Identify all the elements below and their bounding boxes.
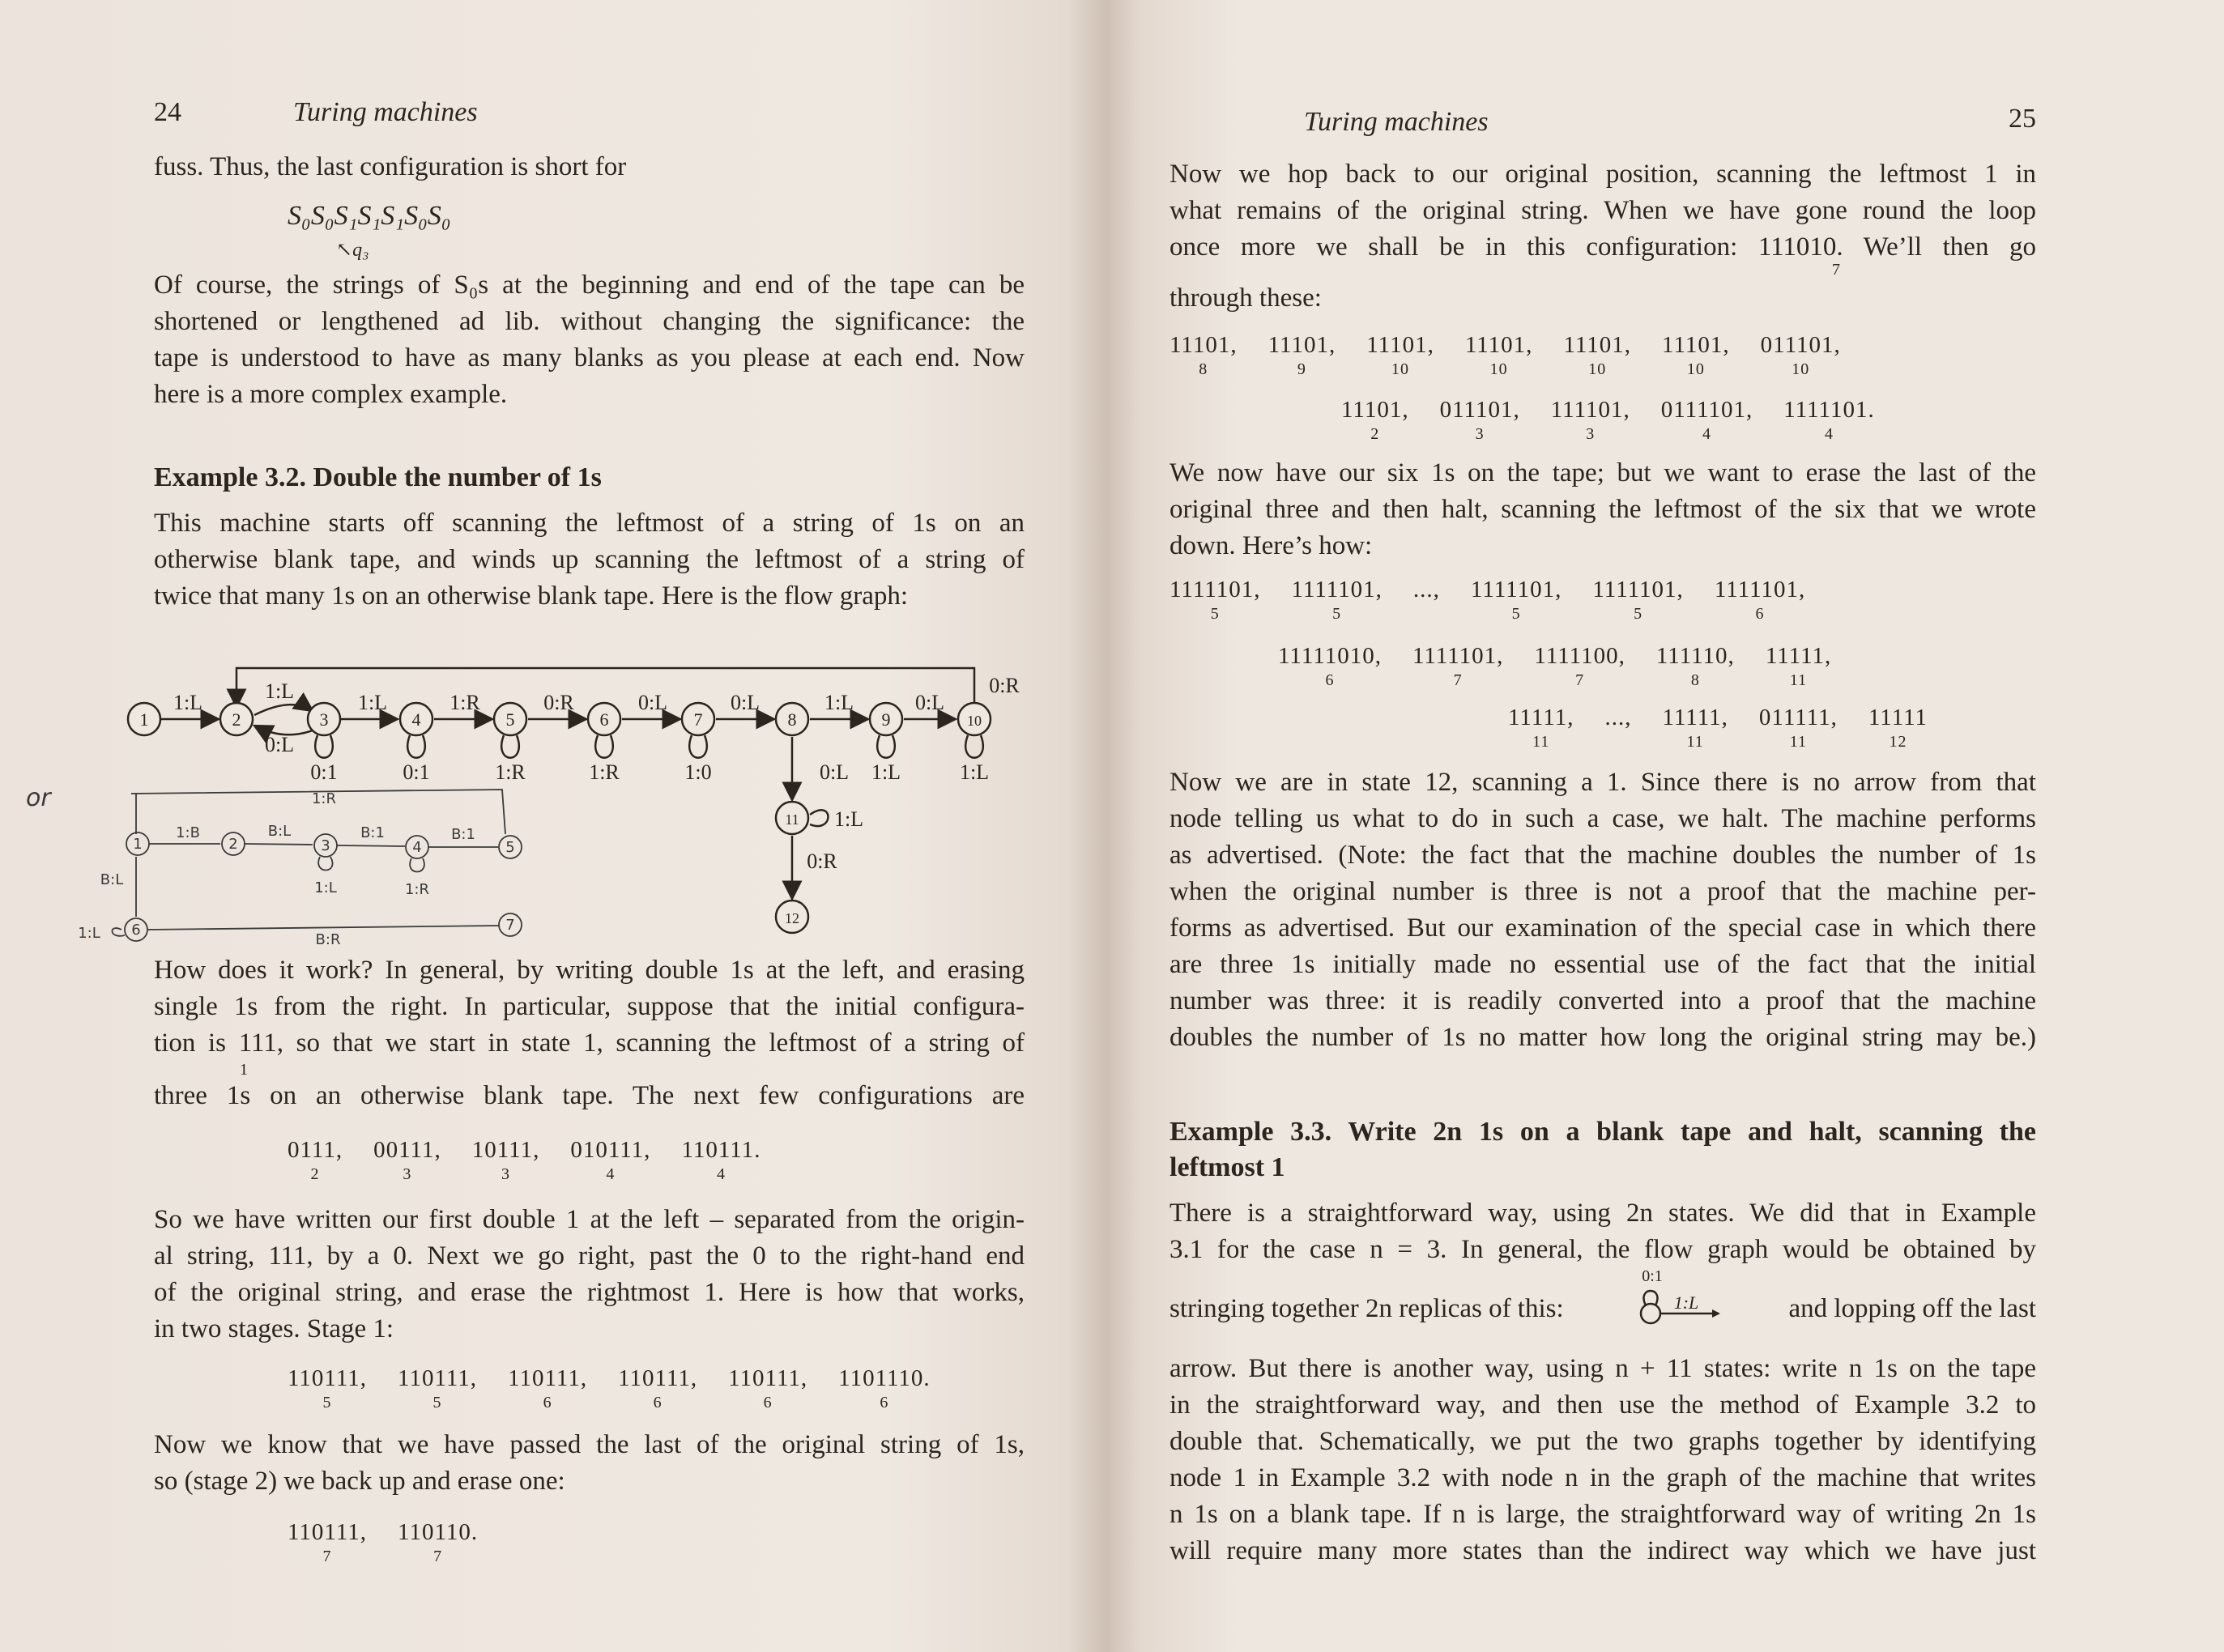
configuration: 110111, 6 (728, 1365, 808, 1411)
configs-row-2 (288, 1365, 961, 1411)
edge-label: 1:L (833, 807, 864, 831)
annotation-label: B:1 (360, 824, 385, 841)
configuration: 1111101, 5 (1291, 577, 1383, 623)
right-para5 (1170, 1351, 2036, 1569)
text-line: Now we are in state 12, scanning a 1. Since there is no arrow from that (1170, 768, 2036, 797)
text-line: in two stages. Stage 1: (154, 1314, 394, 1343)
node-label: 11 (785, 811, 799, 828)
loop-label: 1:0 (684, 760, 712, 784)
loop-label: 1:L (959, 760, 990, 784)
left-para4 (154, 1202, 1025, 1348)
annotation-node: 3 (321, 837, 330, 854)
text-line: node telling us what to do in such a case, we halt. The machine performs (1170, 804, 2036, 833)
text-line: So we have written our first double 1 at the left – separated from the origin- (154, 1205, 1025, 1234)
edge-label: 0:L (730, 691, 761, 714)
text-line: will require many more states than the indirect way which we have just (1170, 1536, 2036, 1565)
configs-row-6 (1170, 577, 1836, 623)
text-line: 3.1 for the case n = 3. In general, the flow graph would be obtained by (1170, 1235, 2036, 1264)
left-running-head: Turing machines (293, 97, 478, 127)
node-label: 5 (505, 709, 515, 730)
annotation-label: 1:R (404, 881, 430, 898)
text-line: n 1s on a blank tape. If n is large, the straightforward way of writing 2n 1s (1170, 1500, 2036, 1529)
configs-row-3 (288, 1519, 509, 1565)
loop-7 (689, 735, 707, 758)
configuration: 11101, 10 (1366, 332, 1434, 378)
configuration: 110111. 4 (681, 1137, 761, 1183)
right-page-number: 25 (2009, 104, 2036, 134)
annotation-node: 2 (228, 836, 238, 853)
configuration: 110110. 7 (398, 1519, 479, 1565)
text-line: tion is 111, so that we start in state 1, scanning the leftmost of a string of (154, 1028, 1025, 1058)
text-line: Of course, the strings of S₀s at the beginning and end of the tape can be (154, 270, 1025, 300)
loop-11 (810, 810, 829, 826)
annotation-label: 1:L (314, 879, 337, 896)
configuration: 00111, 3 (373, 1137, 441, 1183)
left-intro-line: fuss. Thus, the last configuration is short for (154, 152, 627, 181)
loop-3 (315, 735, 333, 758)
configuration: 11111, 11 (1508, 705, 1574, 751)
configuration: 110111, 7 (288, 1519, 368, 1565)
text-line: shortened or lengthened ad lib. without changing the significance: the (154, 307, 1025, 336)
text-line: here is a more complex example. (154, 380, 508, 409)
text-line: of the original string, and erase the rightmost 1. Here is how that works, (154, 1278, 1025, 1307)
heading-line: leftmost 1 (1170, 1152, 1285, 1182)
right-para2 (1170, 455, 2036, 564)
configuration: 011101, 10 (1760, 332, 1841, 378)
flow-graph (78, 656, 1037, 964)
annotation-label: B:L (100, 871, 124, 888)
replica-text-before: stringing together 2n replicas of this: (1170, 1294, 1564, 1323)
annotation-label: B:R (315, 931, 341, 948)
configuration: 1111101, 7 (1412, 643, 1504, 689)
configuration: 1111100, 7 (1534, 643, 1625, 689)
text-line: double that. Schematically, we put the two graphs together by identifying (1170, 1427, 2036, 1456)
edge-label: 1:L (357, 691, 388, 714)
loop-5 (501, 735, 519, 758)
text-line: forms as advertised. But our examination of the special case in which there (1170, 913, 2036, 943)
configuration: 111101, 3 (1550, 397, 1630, 443)
loop-6 (595, 735, 613, 758)
edge-label: 1:L (824, 691, 854, 714)
configuration: 11101, 2 (1341, 397, 1409, 443)
formula: S₀S₀S₁S₁S₁S₀S₀ (288, 201, 451, 231)
heading-line: Example 3.3. Write 2n 1s on a blank tape and halt, scanning the (1170, 1117, 2036, 1147)
node-label: 3 (319, 709, 329, 730)
handwritten-annotation (112, 790, 522, 941)
right-para1 (1170, 156, 2036, 317)
formula-state-arrow-icon: ↖ (336, 240, 353, 261)
text-line: are three 1s initially made no essential use of the fact that the initial (1170, 950, 2036, 979)
text-line: There is a straightforward way, using 2n states. We did that in Example (1170, 1199, 2036, 1228)
configuration: 1111101, 5 (1170, 577, 1261, 623)
node-label: 2 (232, 709, 241, 730)
configs-row-8 (1508, 705, 1958, 751)
text-line: arrow. But there is another way, using n + 11 states: write n 1s on the tape (1170, 1354, 2036, 1383)
node-label: 8 (787, 709, 797, 730)
configs-row-4 (1170, 332, 1872, 378)
configuration: 1111101. 4 (1783, 397, 1875, 443)
left-para3 (154, 952, 1025, 1114)
configuration: 110111, 5 (398, 1365, 478, 1411)
replica-arrow-label: 1:L (1673, 1292, 1699, 1313)
configuration: 110111, 5 (288, 1365, 368, 1411)
loop-label: 1:L (871, 760, 901, 784)
text-line: single 1s from the right. In particular, suppose that the initial configura- (154, 992, 1025, 1021)
edge-label: 0:R (543, 691, 574, 714)
example-3-3-heading (1170, 1114, 2036, 1186)
initial-state-subscript: 1 (240, 1061, 248, 1079)
text-line: down. Here’s how: (1170, 531, 1373, 560)
text-line: number was three: it is readily converted into a proof that the machine (1170, 986, 2036, 1015)
configuration: 11111 12 (1868, 705, 1928, 751)
configuration: 1101110. 6 (838, 1365, 931, 1411)
annotation-node: 1 (133, 836, 143, 853)
text-line: Now we know that we have passed the last of the original string of 1s, (154, 1430, 1025, 1459)
annotation-node: 4 (412, 839, 422, 856)
formula-state: ↖q₃ (336, 240, 369, 261)
text-line: otherwise blank tape, and winds up scanning the leftmost of a string of (154, 545, 1025, 574)
configuration: 11101, 9 (1268, 332, 1336, 378)
edge-label: 0:L (637, 691, 668, 714)
margin-note: or (26, 784, 51, 812)
configuration: 011111, 11 (1758, 705, 1838, 751)
node-label: 6 (599, 709, 609, 730)
text-line: doubles the number of 1s no matter how long the original string may be.) (1170, 1023, 2036, 1052)
configuration: 1111101, 6 (1714, 577, 1806, 623)
configuration: 1111101, 5 (1592, 577, 1684, 623)
text-line: once more we shall be in this configuration: 111010. We’ll then go (1170, 232, 2036, 262)
annotation-label: B:1 (451, 826, 475, 843)
configs-row-7 (1278, 643, 1862, 689)
replica-text-after: and lopping off the last (1788, 1294, 2036, 1323)
text-line: through these: (1170, 283, 1322, 313)
configuration: 11101, 10 (1464, 332, 1533, 378)
configuration: 11111, 11 (1662, 705, 1728, 751)
text-line: al string, 111, by a 0. Next we go right, past the 0 to the right-hand end (154, 1241, 1025, 1271)
configuration: 11101, 10 (1563, 332, 1632, 378)
annotation-label: 1:R (311, 790, 337, 807)
left-para1 (154, 267, 1025, 413)
configs-row-1 (288, 1137, 791, 1183)
configuration: 111110, 8 (1655, 643, 1735, 689)
text-line: We now have our six 1s on the tape; but we want to erase the last of the (1170, 458, 2036, 488)
configuration: 110111, 6 (508, 1365, 588, 1411)
configuration: 11111, 11 (1765, 643, 1832, 689)
text-line: This machine starts off scanning the leftmost of a string of 1s on an (154, 509, 1025, 538)
edge-label: 0:L (264, 733, 295, 756)
annotation-node: 7 (505, 917, 515, 934)
annotation-label: 1:L (78, 925, 100, 942)
text-line: original three and then halt, scanning the leftmost of the six that we wrote (1170, 495, 2036, 524)
configuration: 10111, 3 (471, 1137, 540, 1183)
annotation-node: 5 (505, 839, 515, 856)
node-label: 1 (139, 709, 149, 730)
left-page-number: 24 (154, 97, 181, 127)
text-line: as advertised. (Note: the fact that the machine doubles the number of 1s (1170, 841, 2036, 870)
configuration: 011101, 3 (1439, 397, 1520, 443)
text-line: when the original number is three is not a proof that the machine per- (1170, 877, 2036, 906)
right-para4 (1170, 1195, 2036, 1268)
loop-label: 1:R (589, 760, 620, 784)
edge-label: 0:L (914, 691, 945, 714)
text-line: twice that many 1s on an otherwise blank tape. Here is the flow graph: (154, 581, 909, 611)
replica-loop-label: 0:1 (1642, 1267, 1663, 1285)
annotation-label: B:L (267, 823, 292, 840)
configuration: 0111101, 4 (1660, 397, 1753, 443)
text-line: How does it work? In general, by writing double 1s at the left, and erasing (154, 956, 1025, 985)
configuration: 11101, 8 (1170, 332, 1238, 378)
text-line: three 1s on an otherwise blank tape. The next few configurations are (154, 1081, 1025, 1110)
configuration: 010111, 4 (570, 1137, 651, 1183)
right-para3 (1170, 764, 2036, 1056)
annotation-label: 1:B (176, 824, 200, 841)
configuration: ..., (1604, 705, 1632, 730)
annotation-node: 6 (131, 922, 141, 939)
loop-10 (965, 735, 983, 758)
text-line: so (stage 2) we back up and erase one: (154, 1467, 565, 1496)
text-line: what remains of the original string. When we have gone round the loop (1170, 196, 2036, 225)
loop-label: 1:R (495, 760, 526, 784)
edge-label: 1:L (264, 679, 295, 703)
left-para2 (154, 505, 1025, 615)
configuration: 11111010, 6 (1278, 643, 1382, 689)
right-running-head: Turing machines (1304, 107, 1489, 137)
text-line: Now we hop back to our original position, scanning the leftmost 1 in (1170, 160, 2036, 189)
edge-label: 1:L (173, 691, 203, 714)
edge-label: 0:R (807, 849, 837, 873)
example-3-2-heading: Example 3.2. Double the number of 1s (154, 462, 602, 492)
book-gutter (1067, 0, 1140, 1652)
loop-4 (407, 735, 425, 758)
node-label: 12 (785, 910, 799, 926)
replica-node-icon (1634, 1267, 1723, 1335)
left-para5 (154, 1427, 1025, 1500)
configuration: 1111101, 5 (1470, 577, 1562, 623)
configuration: 110111, 6 (618, 1365, 698, 1411)
configuration: ..., (1412, 577, 1440, 602)
text-line: tape is understood to have as many blanks as you please at each end. Now (154, 343, 1025, 373)
config-inline-state: 7 (1832, 261, 1840, 279)
text-line: in the straightforward way, and then use the method of Example 3.2 to (1170, 1390, 2036, 1420)
loop-label: 0:1 (403, 760, 430, 784)
node-label: 9 (881, 709, 891, 730)
configuration: 11101, 10 (1662, 332, 1730, 378)
edge-label: 0:R (989, 674, 1020, 697)
edge-label: 1:R (449, 691, 480, 714)
edge-label: 0:L (819, 760, 850, 784)
edge-2-3 (254, 705, 313, 715)
node-label: 10 (967, 713, 982, 729)
node-label: 4 (411, 709, 421, 730)
node-label: 7 (693, 709, 703, 730)
replica-line (1170, 1267, 2036, 1331)
configs-row-5 (1341, 397, 1906, 443)
configuration: 0111, 2 (288, 1137, 343, 1183)
text-line: node 1 in Example 3.2 with node n in the graph of the machine that writes (1170, 1463, 2036, 1492)
loop-9 (877, 735, 895, 758)
loop-label: 0:1 (310, 760, 338, 784)
